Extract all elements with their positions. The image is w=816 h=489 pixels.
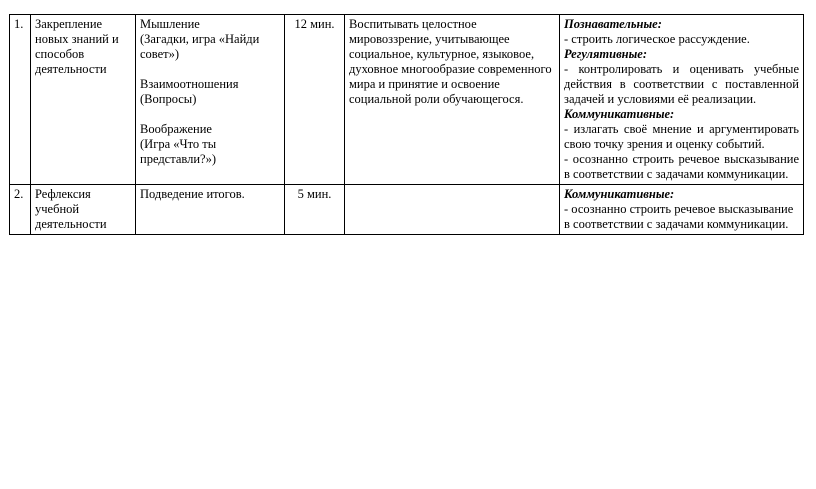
content-block-detail: (Игра «Что ты представли?») bbox=[140, 137, 217, 166]
lesson-plan-table bbox=[9, 14, 804, 235]
uud-item: - осознанно строить речевое высказывание в соответствии с задачами коммуникации. bbox=[564, 202, 794, 231]
uud-item: - строить логическое рассуждение. bbox=[564, 32, 750, 46]
content-block-title: Взаимоотношения bbox=[140, 77, 239, 91]
table-row bbox=[10, 185, 804, 235]
content-block-detail: (Загадки, игра «Найди совет») bbox=[140, 32, 260, 61]
uud-cell bbox=[560, 185, 804, 235]
stage-cell: Закрепление новых знаний и способов деятельности bbox=[31, 15, 136, 185]
content-block-title: Воображение bbox=[140, 122, 212, 136]
content-block-title: Мышление bbox=[140, 17, 200, 31]
uud-category-heading: Коммуникативные: bbox=[564, 107, 675, 121]
goal-cell: Воспитывать целостное мировоззрение, учитывающее социальное, культурное, языковое, духовное многообразие современного мира и принятие и освоение социальной роли обучающегося. bbox=[345, 15, 560, 185]
content-block-detail: (Вопросы) bbox=[140, 92, 197, 106]
uud-cell bbox=[560, 15, 804, 185]
uud-category-heading: Познавательные: bbox=[564, 17, 662, 31]
uud-item: - контролировать и оценивать учебные действия в соответствии с поставленной задачей и условиями её реализации. bbox=[564, 62, 799, 106]
stage-cell: Рефлексия учебной деятельности bbox=[31, 185, 136, 235]
table-row bbox=[10, 15, 804, 185]
row-number: 2. bbox=[10, 185, 31, 235]
goal-cell bbox=[345, 185, 560, 235]
content-cell: Подведение итогов. bbox=[136, 185, 285, 235]
uud-category-heading: Коммуникативные: bbox=[564, 187, 675, 201]
uud-item: - осознанно строить речевое высказывание в соответствии с задачами коммуникации. bbox=[564, 152, 799, 181]
row-number: 1. bbox=[10, 15, 31, 185]
time-cell: 5 мин. bbox=[285, 185, 345, 235]
uud-item: - излагать своё мнение и аргументировать свою точку зрения и оценку событий. bbox=[564, 122, 799, 151]
time-cell: 12 мин. bbox=[285, 15, 345, 185]
content-cell bbox=[136, 15, 285, 185]
uud-category-heading: Регулятивные: bbox=[564, 47, 647, 61]
